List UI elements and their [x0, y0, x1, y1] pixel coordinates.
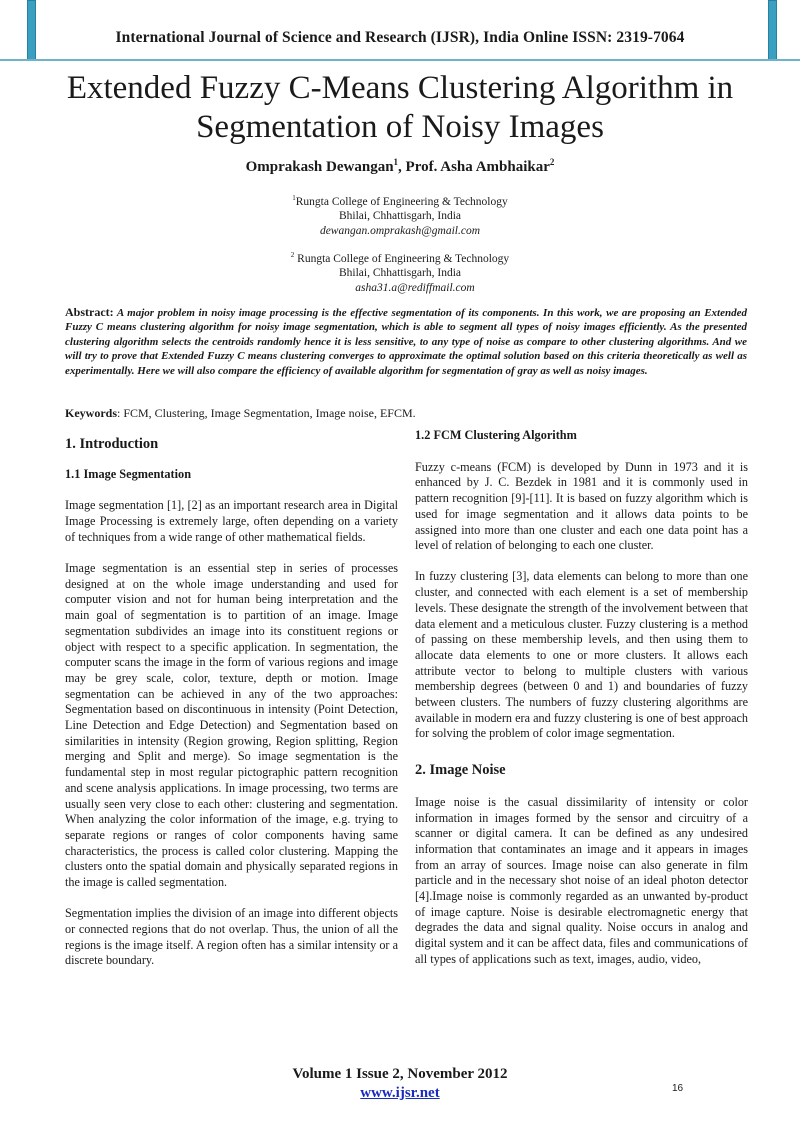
affiliation-2-location: Bhilai, Chhattisgarh, India	[338, 267, 461, 280]
paragraph: Image segmentation [1], [2] as an important research area in Digital Image Processing is extremely large, often depending on a variety of techniques from a wide range of other mathematical fields.	[65, 498, 398, 544]
subsection-heading-image-segmentation: 1.1 Image Segmentation	[65, 466, 192, 481]
paper-title	[0, 69, 800, 147]
keywords-label: Keywords	[65, 406, 117, 420]
right-column	[415, 428, 748, 983]
paragraph: In fuzzy clustering [3], data elements can belong to more than one cluster, and connected with each element is a set of membership levels. These designate the strength of the involvement between that data element and a meticulous cluster. Fuzzy clustering is a method of passing on these membership levels, and then using them to allocate data elements to one or more clusters. It allows each attribute vector to belong to multiple clusters with various membership degrees (between 0 and 1) and boundaries of fuzzy between clusters. The numbers of fuzzy clustering algorithms are available in modern era and fuzzy clustering is one of best approach for solving the problem of color image segmentation.	[415, 569, 748, 741]
section-heading-introduction: 1. Introduction	[65, 436, 159, 452]
affiliation-2-email[interactable]: asha31.a@rediffmail.com	[355, 281, 475, 294]
abstract-text: A major problem in noisy image processing is the effective segmentation of its components. In this work, we are proposing an Extended Fuzzy C means clustering algorithm for noisy image segmentation, which is able to segment all types of noisy images efficiently. As the presented clustering algorithm selects the centroids randomly hence it is less sensitive, to any type of noise as compare to other clustering algorithms. And we will try to prove that Extended Fuzzy C means clustering converges to approximate the optimal solution based on this criteria theoretically as well as experimentally. Here we will also compare the efficiency of available algorithm for segmentation of gray as well as noisy images.	[65, 307, 747, 377]
paragraph: Fuzzy c-means (FCM) is developed by Dunn in 1973 and it is enhanced by J. C. Bezdek in 1981 and it is commonly used in pattern recognition [9]-[11]. It is based on fuzzy algorithm which is used for image segmentation and it allows data points to be assigned into more than one cluster and each one data point has a level of relation of belonging to each one cluster.	[415, 459, 748, 553]
page-number: 16	[672, 1083, 684, 1094]
subsection-heading-fcm-clustering: 1.2 FCM Clustering Algorithm	[415, 428, 577, 442]
affiliation-1-mark: 1	[292, 194, 296, 202]
paragraph: Segmentation implies the division of an image into different objects or connected regions that do not overlap. Thus, the union of all the regions is the image itself. A region often has a similar intensity or a discrete boundary.	[65, 906, 398, 968]
affiliation-1-location: Bhilai, Chhattisgarh, India	[338, 210, 461, 223]
affiliation-1-email[interactable]: dewangan.omprakash@gmail.com	[319, 224, 481, 237]
abstract-label: Abstract:	[65, 305, 114, 319]
affiliation-2	[0, 248, 800, 295]
header-divider	[0, 59, 800, 61]
footer-website-link[interactable]: www.ijsr.net	[360, 1085, 440, 1101]
affiliation-1	[0, 191, 800, 238]
affiliation-1-institution: Rungta College of Engineering & Technology	[295, 195, 508, 208]
abstract	[65, 305, 747, 378]
affiliation-2-institution: Rungta College of Engineering & Technology	[294, 252, 510, 265]
paragraph: Image noise is the casual dissimilarity of intensity or color information in images formed by the sensor and circuitry of a scanner or digital camera. It can be defined as any undesired information that contaminates an image and it appears in images from an array of sources. Image noise can also generate in film particle and in the necessary shot noise of an ideal photon detector [4].Image noise is commonly regarded as an unwanted by-product of image capture. Noise is desirable electromagnetic energy that degrades the data and signal quality. Noise occurs in analog and digital system and it can be affect data, files and communications of all types of applications such as text, images, audio, video,	[415, 794, 748, 966]
author-2-affiliation-mark: 2	[549, 157, 555, 167]
footer-volume: Volume 1 Issue 2, November 2012	[292, 1066, 508, 1082]
author-separator: ,	[398, 159, 406, 175]
author-1-affiliation-mark: 1	[393, 157, 399, 167]
keywords-text: : FCM, Clustering, Image Segmentation, Image noise, EFCM.	[117, 406, 416, 420]
title-line-2: Segmentation of Noisy Images	[196, 109, 604, 145]
title-line-1: Extended Fuzzy C-Means Clustering Algorithm in	[66, 70, 734, 106]
paragraph: Image segmentation is an essential step in series of processes designed at on the whole image understanding and used for computer vision and not for human being interpretation and the main goal of segmentation is to partition of an image. Image segmentation subdivides an image into its constituent regions or object with respect to a specific application. In segmentation, the computer scans the image in the form of various regions and image may be grey scale, color, texture, depth or motion. Image segmentation can be achieved in any of the two approaches: Segmentation based on discontinuous in intensity (Point Detection, Line Detection and Edge Detection) and Segmentation based on similarities in intensity (Region growing, Region splitting, Region merging and Split and merge). So image segmentation is the fundamental step in most regular pictographic pattern recognition and scene analysis applications. In image processing, two terms are usually seen very close to each other: clustering and segmentation. When analyzing the color information of the image, e.g. trying to separate regions or ranges of color components having same characteristics, the process is called color clustering. Mapping the clusters onto the spatial domain and physically separated regions in the image is called segmentation.	[65, 561, 398, 890]
keywords	[65, 406, 747, 421]
author-2: Prof. Asha Ambhaikar	[405, 159, 550, 175]
section-heading-image-noise: 2. Image Noise	[415, 762, 506, 779]
author-1: Omprakash Dewangan	[245, 159, 394, 175]
left-column	[65, 437, 398, 985]
affiliation-2-mark: 2	[290, 251, 295, 259]
author-list	[0, 157, 800, 176]
journal-header: International Journal of Science and Research (IJSR), India Online ISSN: 2319-7064	[115, 29, 685, 46]
